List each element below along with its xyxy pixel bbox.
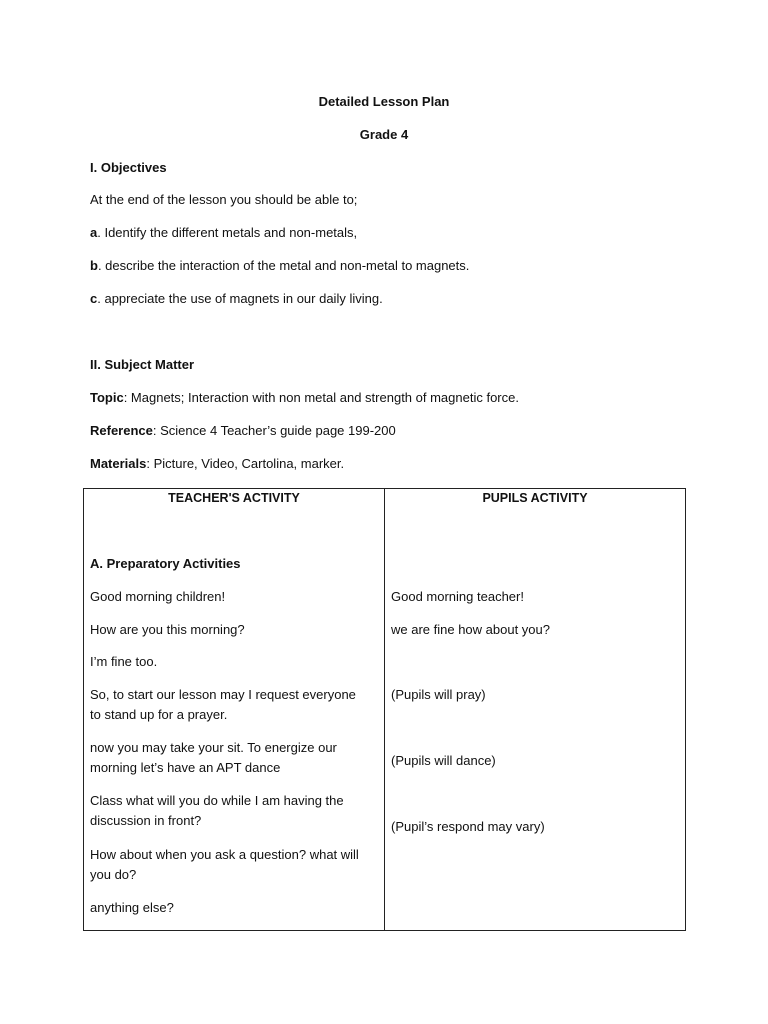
objective-letter: a [90,225,98,240]
objectives-intro: At the end of the lesson you should be able to; [90,192,358,207]
activity-table [83,488,686,931]
reference-label: Reference [90,423,153,438]
teacher-line: So, to start our lesson may I request everyone to stand up for a prayer. [90,687,356,722]
grade-label: Grade 4 [359,127,409,142]
pupils-line: we are fine how about you? [391,622,550,637]
objective-text: . appreciate the use of magnets in our daily living. [97,291,383,306]
reference-value: : Science 4 Teacher’s guide page 199-200 [152,423,396,438]
teacher-activity-header: TEACHER'S ACTIVITY [168,491,300,505]
materials-value: : Picture, Video, Cartolina, marker. [146,456,345,471]
teacher-line: now you may take your sit. To energize our morning let’s have an APT dance [90,740,337,775]
reference-line [90,423,396,438]
objective-letter: c [90,291,98,306]
objective-item-b [90,258,469,273]
pupils-line: Good morning teacher! [391,589,524,604]
pupils-line: (Pupil’s respond may vary) [391,819,545,834]
pupils-line: (Pupils will pray) [391,687,486,702]
objective-text: . Identify the different metals and non-metals, [97,225,358,240]
pupils-activity-column [385,489,686,931]
pupils-activity-header: PUPILS ACTIVITY [482,491,588,505]
document-title: Detailed Lesson Plan [318,94,450,109]
teacher-line: How are you this morning? [90,622,245,637]
teacher-line: Good morning children! [90,589,226,604]
materials-line [90,456,344,471]
topic-label: Topic [90,390,124,405]
objectives-heading: I. Objectives [90,160,167,175]
teacher-line: anything else? [90,900,174,915]
objective-item-c [90,291,383,306]
teacher-line: I’m fine too. [90,654,158,669]
objective-letter: b [90,258,98,273]
objective-item-a [90,225,357,240]
pupils-line: (Pupils will dance) [391,753,496,768]
objective-text: . describe the interaction of the metal and non-metal to magnets. [97,258,470,273]
subject-matter-heading: II. Subject Matter [90,357,195,372]
topic-line [90,390,519,405]
topic-value: : Magnets; Interaction with non metal and strength of magnetic force. [123,390,519,405]
preparatory-activities-heading: A. Preparatory Activities [90,556,241,571]
teacher-activity-column [84,489,385,931]
materials-label: Materials [90,456,147,471]
teacher-line: How about when you ask a question? what will you do? [90,847,359,882]
teacher-line: Class what will you do while I am having the discussion in front? [90,793,344,828]
